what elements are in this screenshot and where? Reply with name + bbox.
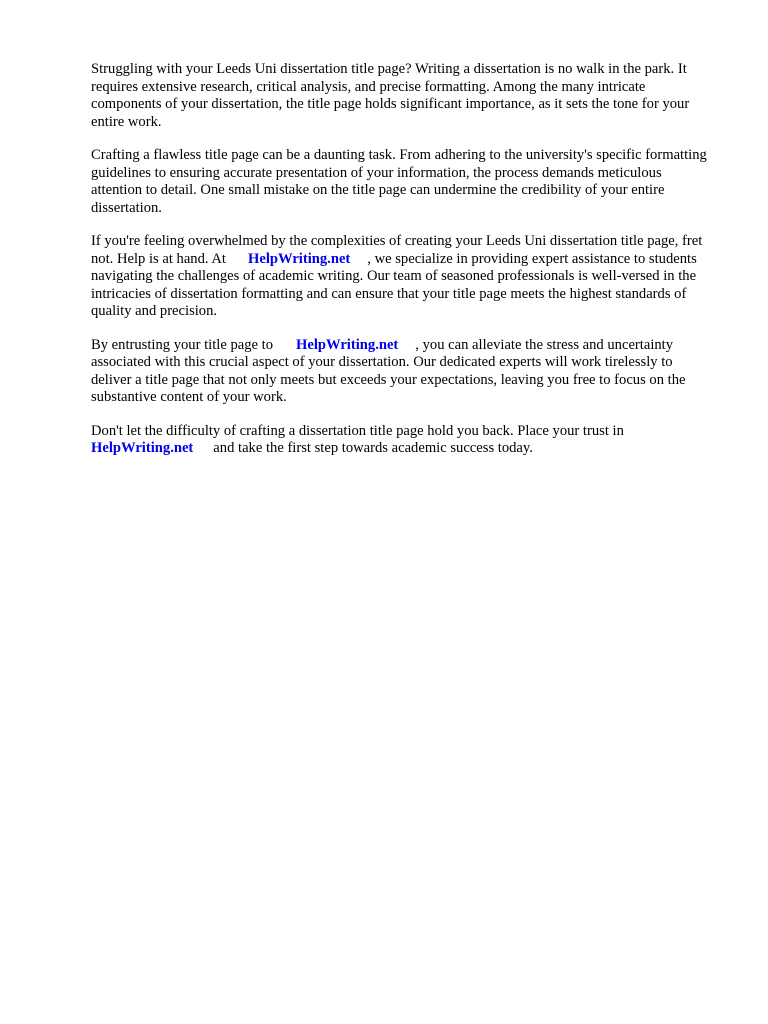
paragraph-help-tail: , we specialize in providing expert assistance to students navigating the challenges of academic writing. Our team of seasoned professionals is well-versed in the intricacies of dissertation formatting and can ensure that your title page meets the highest standards of quality and precision. xyxy=(91,250,697,319)
paragraph-cta xyxy=(91,423,716,458)
helpwriting-link-2[interactable]: HelpWriting.net xyxy=(296,336,399,353)
paragraph-intro: Struggling with your Leeds Uni dissertation title page? Writing a dissertation is no walk in the park. It requires extensive research, critical analysis, and precise formatting. Among the many intricate components of your dissertation, the title page holds significant importance, as it sets the tone for your entire work. xyxy=(91,61,690,130)
paragraph-entrust-lead: By entrusting your title page to xyxy=(91,336,273,353)
helpwriting-link-3[interactable]: HelpWriting.net xyxy=(91,440,194,456)
helpwriting-link-1[interactable]: HelpWriting.net xyxy=(247,250,351,267)
paragraph-entrust xyxy=(91,337,716,407)
paragraph-help-lead: If you're feeling overwhelmed by the complexities of creating your Leeds Uni dissertation title page, fret not. Help is at hand. At xyxy=(91,233,703,267)
paragraph-entrust-tail: , you can alleviate the stress and uncertainty associated with this crucial aspect of your dissertation. Our dedicated experts will work tirelessly to deliver a title page that not only meets but exceeds your expectations, leaving you free to focus on the substantive content of your work. xyxy=(91,336,686,405)
paragraph-help xyxy=(91,233,716,321)
paragraph-challenge: Crafting a flawless title page can be a daunting task. From adhering to the university's specific formatting guidelines to ensuring accurate presentation of your information, the process demands meticulous attention to detail. One small mistake on the title page can undermine the credibility of your entire dissertation. xyxy=(91,147,707,216)
paragraph-cta-lead: Don't let the difficulty of crafting a dissertation title page hold you back. Place your trust in xyxy=(91,422,624,439)
paragraph-cta-tail: and take the first step towards academic success today. xyxy=(213,440,533,456)
document-body xyxy=(91,61,716,474)
